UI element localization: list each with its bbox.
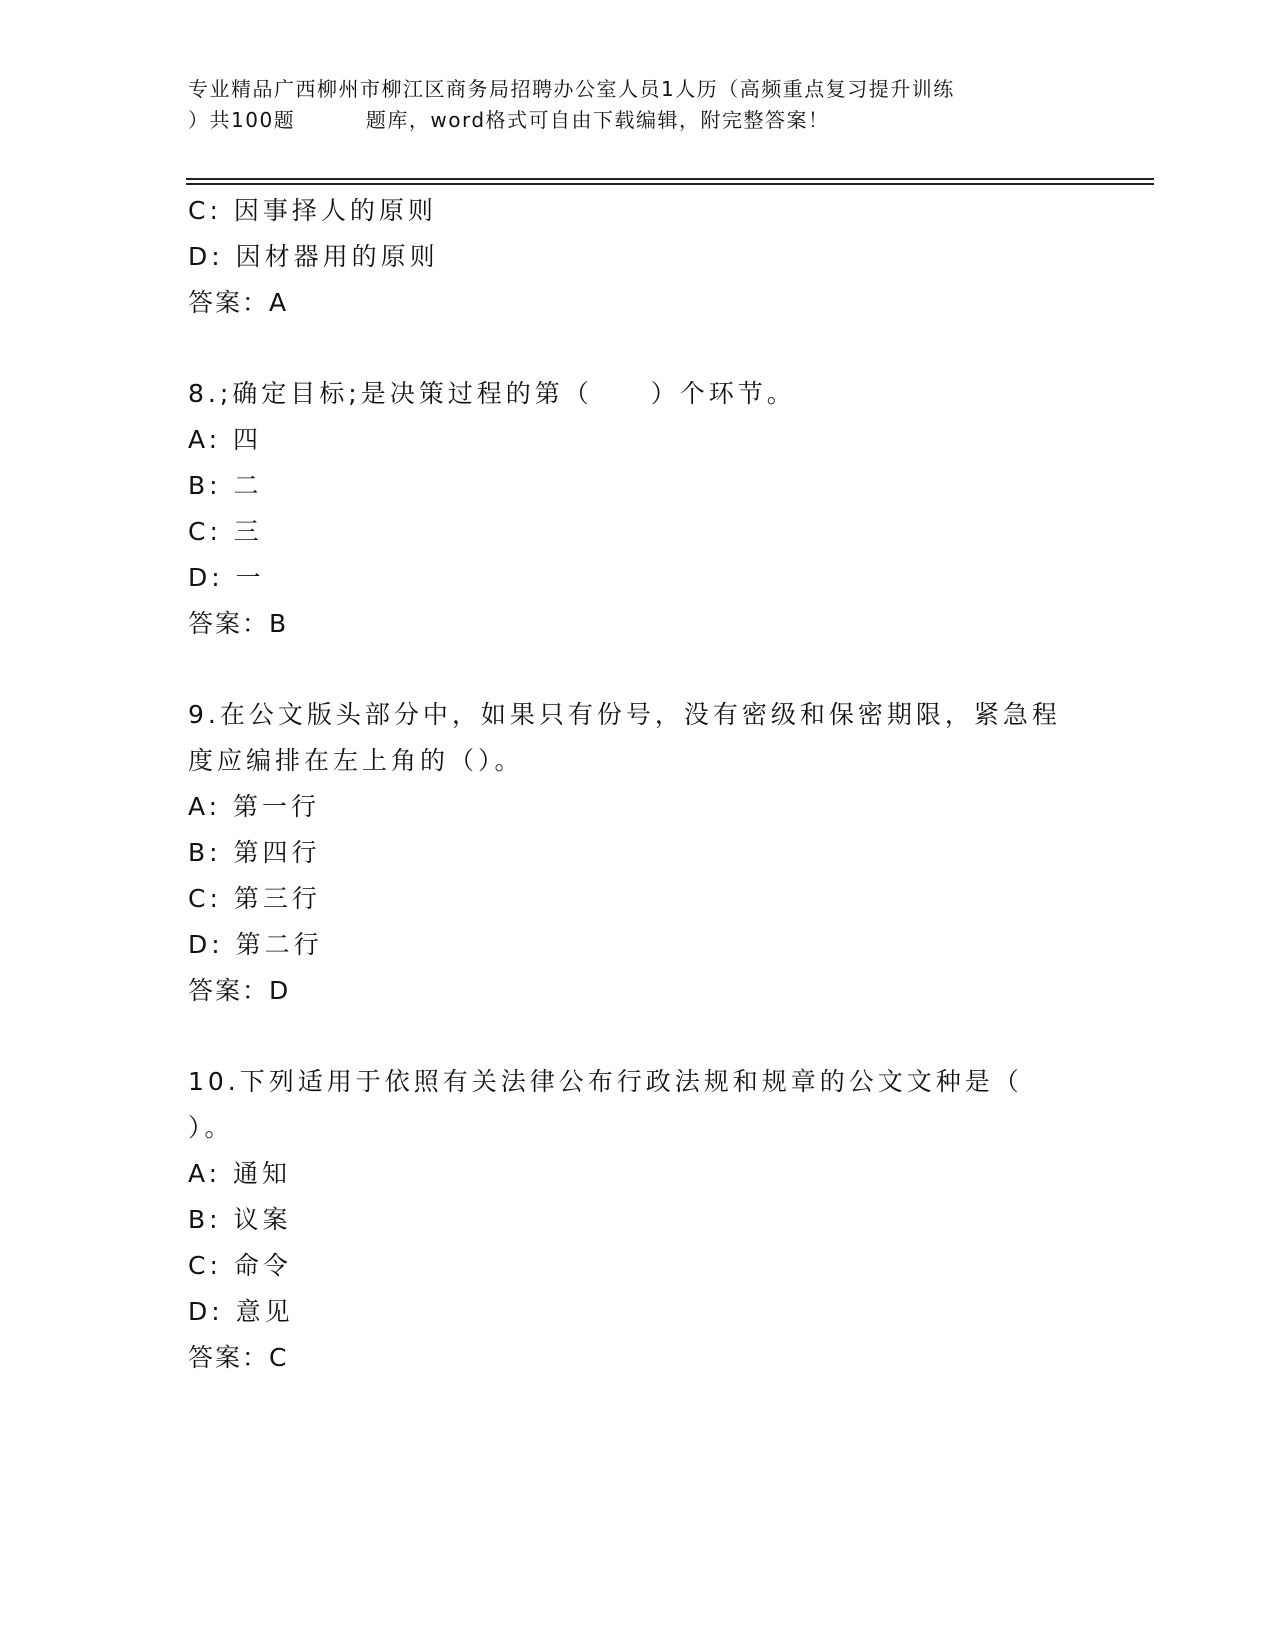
question-content xyxy=(188,188,1088,1381)
question-10 xyxy=(188,1059,1088,1381)
header-line-1: 专业精品广西柳州市柳江区商务局招聘办公室人员1人历（高频重点复习提升训练 xyxy=(188,77,955,101)
option-c: C: 命令 xyxy=(188,1251,292,1280)
question-text-line-1: 9.在公文版头部分中，如果只有份号，没有密级和保密期限，紧急程 xyxy=(188,700,1061,729)
spacer xyxy=(188,326,1088,371)
option-d: D: 第二行 xyxy=(188,930,323,959)
document-header xyxy=(188,74,1088,136)
option-a: A: 四 xyxy=(188,425,263,454)
option-c: C: 三 xyxy=(188,517,263,546)
header-divider-top xyxy=(186,178,1154,180)
option-c: C: 第三行 xyxy=(188,884,321,913)
option-d: D: 因材器用的原则 xyxy=(188,242,439,271)
question-text-line-2: ）。 xyxy=(188,1113,234,1142)
option-a: A: 通知 xyxy=(188,1159,292,1188)
question-text: 8.;确定目标;是决策过程的第（ ）个环节。 xyxy=(188,379,796,408)
header-line-2: ）共100题 题库，word格式可自由下载编辑，附完整答案！ xyxy=(188,108,830,132)
answer-line: 答案：D xyxy=(188,976,291,1005)
answer-line: 答案：A xyxy=(188,288,289,317)
spacer xyxy=(188,1014,1088,1059)
previous-question-tail xyxy=(188,188,1088,326)
question-text-line-1: 10.下列适用于依照有关法律公布行政法规和规章的公文文种是（ xyxy=(188,1067,1023,1096)
question-9 xyxy=(188,692,1088,1014)
answer-line: 答案：C xyxy=(188,1343,289,1372)
header-divider-bottom xyxy=(186,183,1154,185)
option-b: B: 第四行 xyxy=(188,838,321,867)
option-b: B: 议案 xyxy=(188,1205,292,1234)
option-b: B: 二 xyxy=(188,471,263,500)
option-c: C: 因事择人的原则 xyxy=(188,196,437,225)
question-8 xyxy=(188,371,1088,647)
answer-line: 答案：B xyxy=(188,609,289,638)
option-d: D: 一 xyxy=(188,563,265,592)
spacer xyxy=(188,647,1088,692)
option-d: D: 意见 xyxy=(188,1297,294,1326)
option-a: A: 第一行 xyxy=(188,792,321,821)
question-text-line-2: 度应编排在左上角的（）。 xyxy=(188,746,524,775)
